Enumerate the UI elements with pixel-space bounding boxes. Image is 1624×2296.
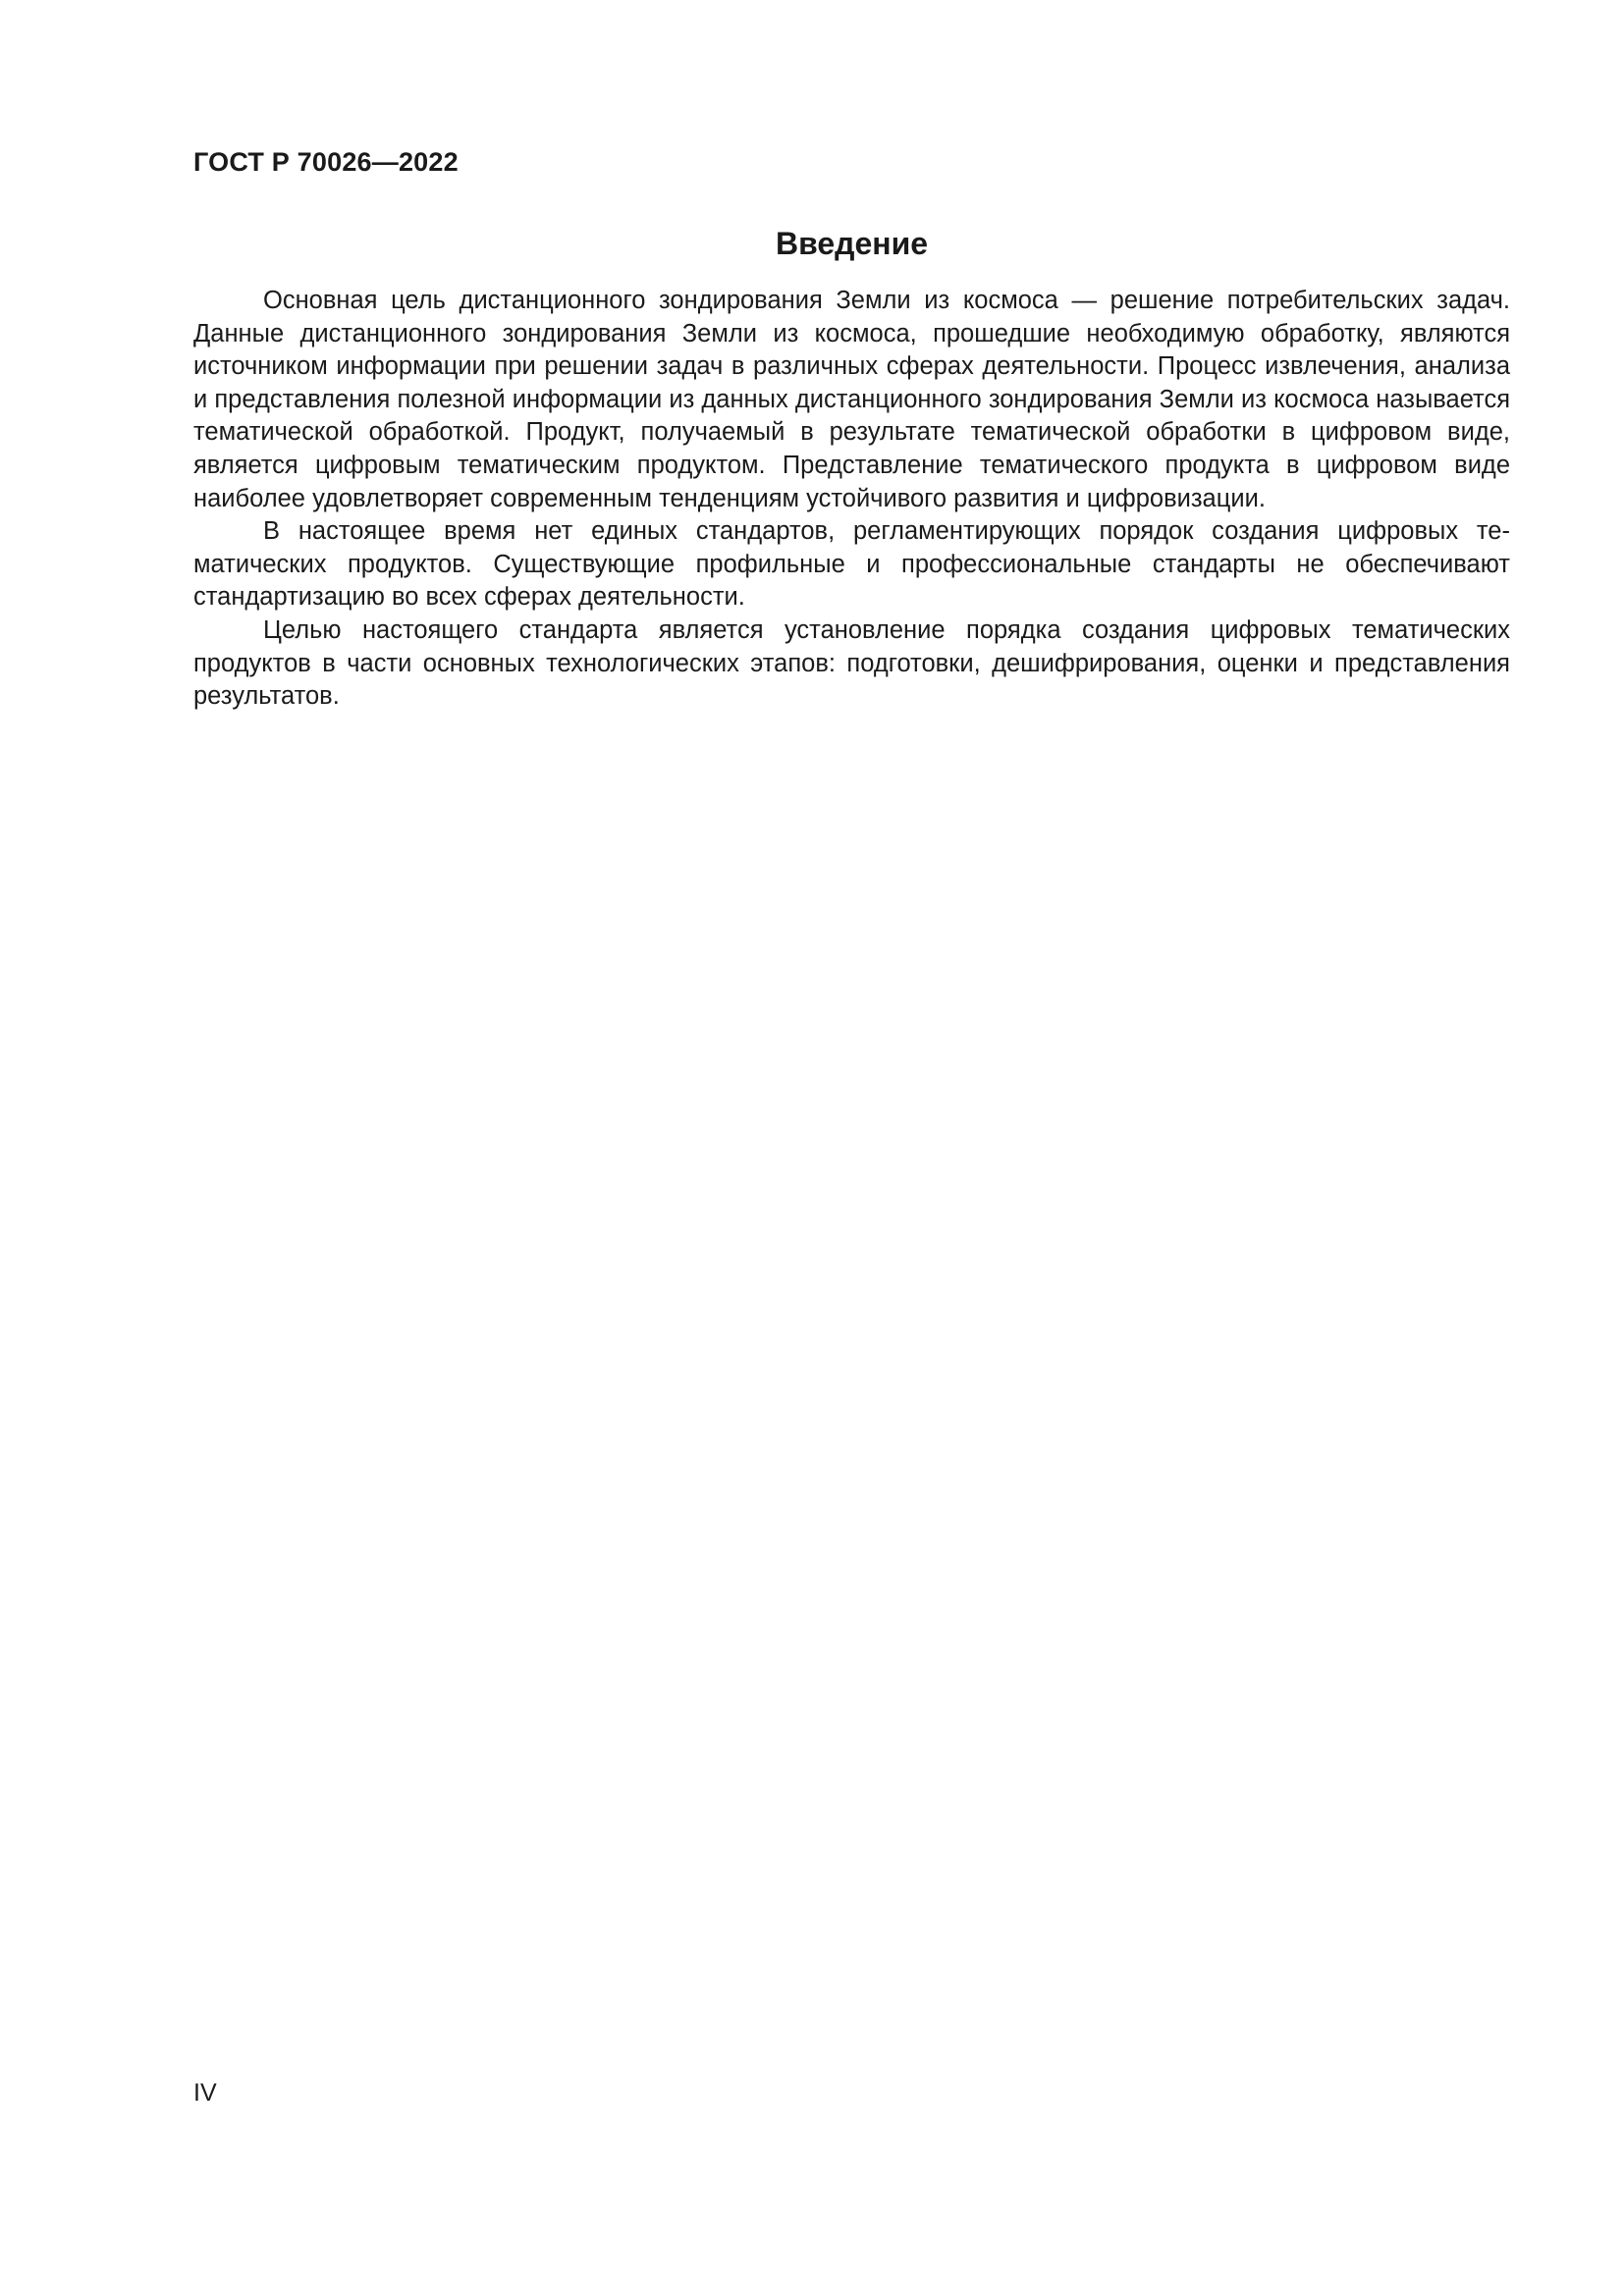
section-body	[193, 285, 1510, 714]
page-number: IV	[193, 2079, 217, 2107]
document-code: ГОСТ Р 70026—2022	[193, 147, 459, 177]
section-title: Введение	[775, 226, 929, 261]
paragraph: В настоящее время нет единых стандартов, регламентирующих порядок создания цифровых тематических продуктов. Существующие профильные и профессиональные стандарты не обеспечивают стандартизацию во всех сферах деятельности.	[193, 517, 1510, 612]
paragraph: Целью настоящего стандарта является установление порядка создания цифровых тематических продуктов в части основных технологических этапов: подготовки, дешифрирования, оценки и представления результатов.	[193, 615, 1510, 711]
paragraph: Основная цель дистанционного зондирования Земли из космоса — решение потребительских задач. Данные дистанционного зондирования Земли из космоса, прошедшие необходимую обработку, являются источником информации при решении задач в различных сферах деятельности. Процесс извлечения, анализа и представления полезной информации из данных дистанционного зондирования Земли из космоса называется тематической обработкой. Продукт, получаемый в результате тематической обработки в цифровом виде, является цифровым тематическим продуктом. Представление тематического продукта в цифровом виде наиболее удовлетворяет современным тенденциям устойчивого развития и цифровизации.	[193, 287, 1510, 512]
